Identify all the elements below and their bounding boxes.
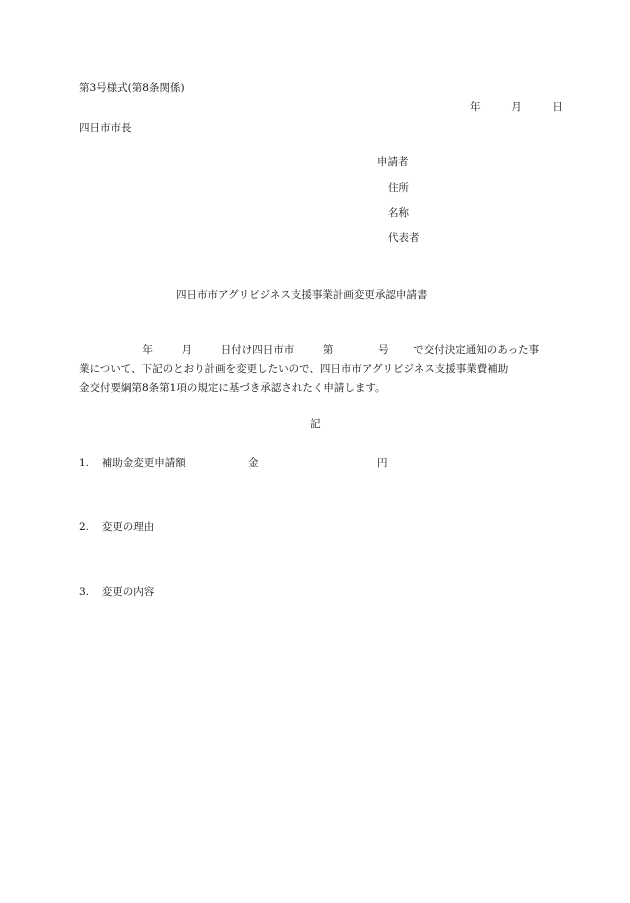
ki-heading: 記 — [310, 418, 321, 430]
body-month-label: 月 — [181, 344, 193, 356]
body-dated-label: 日付け四日市市 — [220, 344, 295, 356]
body-line-3: 金交付要綱第8条第1項の規定に基づき承認されたく申請します。 — [79, 382, 386, 394]
addressee: 四日市市長 — [79, 122, 132, 134]
item-2 — [79, 522, 154, 533]
item-1-kin-label: 金 — [248, 457, 259, 469]
form-number: 第3号様式(第8条関係) — [79, 82, 185, 94]
item-3-label: 変更の内容 — [101, 586, 155, 598]
body-dai-label: 第 — [322, 344, 334, 356]
applicant-address-label: 住所 — [388, 182, 409, 194]
body-go-label: 号 — [378, 344, 389, 356]
item-3-number: 3. — [79, 586, 90, 598]
date-year-label: 年 — [470, 101, 481, 113]
date-line — [470, 102, 563, 113]
body-line-2: 業について、下記のとおり計画を変更したいので、四日市市アグリビジネス支援事業費補助 — [79, 363, 509, 375]
applicant-name-label: 名称 — [388, 207, 409, 219]
item-3 — [79, 587, 154, 598]
applicant-label: 申請者 — [377, 156, 409, 168]
body-year-label: 年 — [142, 344, 153, 356]
item-1-yen-label: 円 — [377, 457, 388, 469]
item-2-number: 2. — [79, 521, 90, 533]
applicant-representative-label: 代表者 — [388, 232, 420, 244]
item-1-label: 補助金変更申請額 — [101, 457, 186, 469]
body-line-1 — [79, 345, 539, 356]
date-month-label: 月 — [511, 101, 522, 113]
item-2-label: 変更の理由 — [101, 521, 155, 533]
body-line-1-rest: で交付決定通知のあった事 — [413, 344, 540, 356]
date-day-label: 日 — [552, 101, 563, 113]
item-1-number: 1. — [79, 457, 90, 469]
item-1 — [79, 458, 186, 469]
document-title: 四日市市アグリビジネス支援事業計画変更承認申請書 — [176, 289, 428, 301]
